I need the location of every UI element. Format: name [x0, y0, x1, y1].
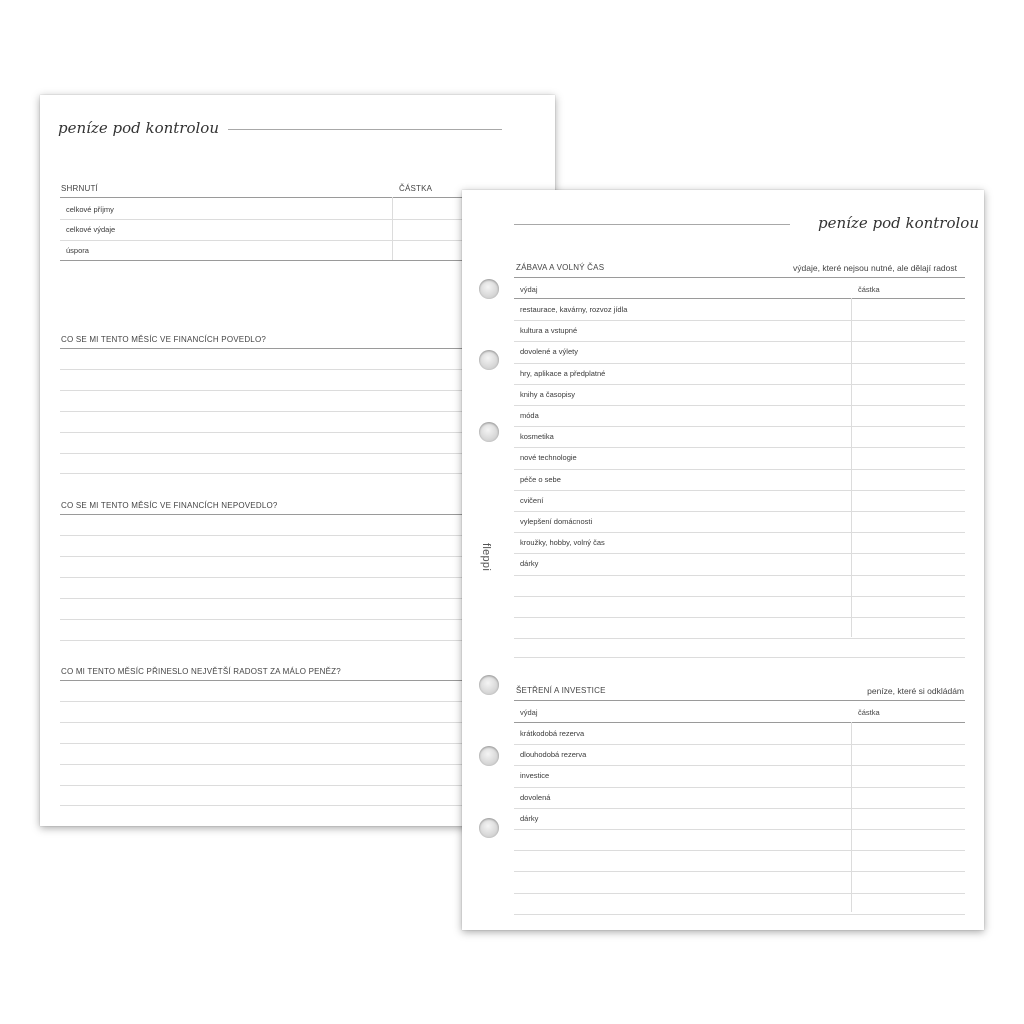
- summary-row-label: úspora: [66, 246, 89, 255]
- table-row-rule: [514, 469, 965, 470]
- table-row-rule: [514, 638, 965, 639]
- brand-logo: fleppi: [480, 543, 492, 572]
- table-row-rule: [514, 341, 965, 342]
- expense-row-label: dlouhodobá rezerva: [520, 750, 587, 760]
- section-rule: [514, 277, 965, 278]
- summary-row-label: celkové příjmy: [66, 205, 114, 214]
- section-heading-leisure: ZÁBAVA A VOLNÝ ČAS: [516, 263, 605, 272]
- summary-amount-header: ČÁSTKA: [399, 184, 433, 193]
- table-row-rule: [514, 320, 965, 321]
- table-row-rule: [514, 447, 965, 448]
- summary-row-label: celkové výdaje: [66, 225, 116, 234]
- question-heading: CO SE MI TENTO MĚSÍC VE FINANCÍCH POVEDLO?: [61, 335, 267, 344]
- question-heading: CO MI TENTO MĚSÍC PŘINESLO NEJVĚTŠÍ RADOST ZA MÁLO PENĚZ?: [61, 667, 341, 676]
- expense-row-label: dovolené a výlety: [520, 347, 578, 357]
- expense-row-label: knihy a časopisy: [520, 389, 576, 399]
- expense-row-label: dárky: [520, 559, 539, 569]
- section-subheading-savings: peníze, které si odkládám: [867, 686, 964, 696]
- expense-row-label: cvičení: [520, 495, 544, 505]
- table-row-rule: [514, 787, 965, 788]
- expense-row-label: kroužky, hobby, volný čas: [520, 538, 605, 548]
- table-row-rule: [514, 829, 965, 830]
- expense-row-label: krátkodobá rezerva: [520, 729, 585, 738]
- section-subheading-leisure: výdaje, které nejsou nutné, ale dělají radost: [793, 263, 957, 273]
- table-row-rule: [514, 596, 965, 597]
- punch-hole: [479, 746, 499, 766]
- title-rule: [514, 224, 790, 225]
- expense-row-label: kultura a vstupné: [520, 326, 578, 336]
- table-row-rule: [514, 744, 965, 745]
- summary-header-label: SHRNUTÍ: [61, 184, 98, 193]
- column-header-expense: výdaj: [520, 708, 538, 717]
- expense-row-label: vylepšení domácnosti: [520, 517, 593, 526]
- table-row-rule: [514, 850, 965, 851]
- expense-row-label: dovolená: [520, 792, 551, 802]
- expense-row-label: dárky: [520, 813, 539, 823]
- column-header-expense: výdaj: [520, 285, 538, 294]
- summary-column-divider: [392, 197, 393, 260]
- table-row-rule: [514, 426, 965, 427]
- table-row-rule: [514, 405, 965, 406]
- table-row-rule: [514, 808, 965, 809]
- column-header-amount: částka: [858, 285, 880, 294]
- column-header-rule: [514, 298, 965, 299]
- punch-hole: [479, 279, 499, 299]
- section-divider: [514, 657, 965, 658]
- right-sheet-title: peníze pod kontrolou: [818, 214, 979, 232]
- table-row-rule: [514, 914, 965, 915]
- column-header-rule: [514, 722, 965, 723]
- punch-hole: [479, 350, 499, 370]
- punch-hole: [479, 818, 499, 838]
- expense-row-label: móda: [520, 411, 539, 420]
- table-row-rule: [514, 384, 965, 385]
- punch-hole: [479, 422, 499, 442]
- right-planner-sheet: [462, 190, 984, 930]
- question-heading: CO SE MI TENTO MĚSÍC VE FINANCÍCH NEPOVEDLO?: [61, 501, 278, 510]
- table-row-rule: [514, 511, 965, 512]
- table-row-rule: [514, 893, 965, 894]
- table-row-rule: [514, 363, 965, 364]
- expense-row-label: nové technologie: [520, 453, 577, 463]
- title-rule: [228, 129, 502, 130]
- expense-row-label: péče o sebe: [520, 474, 561, 484]
- expense-row-label: kosmetika: [520, 432, 554, 442]
- left-sheet-title: peníze pod kontrolou: [58, 119, 219, 137]
- amount-column-divider: [851, 298, 852, 637]
- expense-row-label: investice: [520, 771, 550, 781]
- table-row-rule: [514, 553, 965, 554]
- section-rule: [514, 700, 965, 701]
- expense-row-label: restaurace, kavárny, rozvoz jídla: [520, 305, 628, 314]
- punch-hole: [479, 675, 499, 695]
- expense-row-label: hry, aplikace a předplatné: [520, 368, 606, 378]
- amount-column-divider: [851, 722, 852, 912]
- table-row-rule: [514, 532, 965, 533]
- table-row-rule: [514, 575, 965, 576]
- table-row-rule: [514, 490, 965, 491]
- section-heading-savings: ŠETŘENÍ A INVESTICE: [516, 686, 606, 695]
- table-row-rule: [514, 871, 965, 872]
- table-row-rule: [514, 765, 965, 766]
- table-row-rule: [514, 617, 965, 618]
- column-header-amount: částka: [858, 708, 880, 717]
